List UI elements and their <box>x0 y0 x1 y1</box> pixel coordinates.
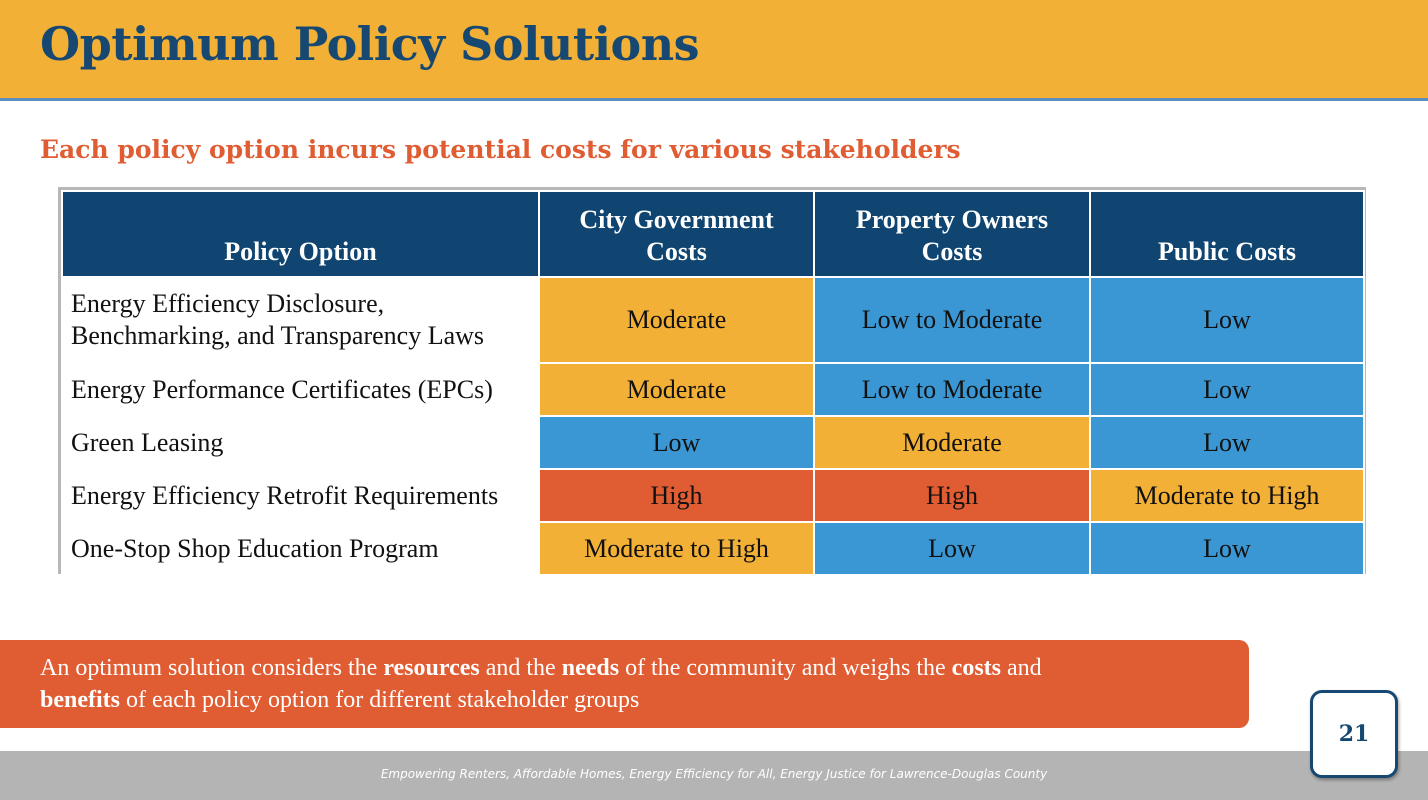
property-owners-cost-cell: Low <box>814 522 1090 575</box>
public-cost-cell: Low <box>1090 363 1364 416</box>
header-public-costs: Public Costs <box>1090 191 1364 277</box>
public-cost-cell: Low <box>1090 522 1364 575</box>
table-row <box>62 469 1364 522</box>
city-government-cost-cell: Moderate <box>539 277 814 363</box>
property-owners-cost-cell: Low to Moderate <box>814 363 1090 416</box>
policy-cell: Energy Efficiency Retrofit Requirements <box>62 469 539 522</box>
title-banner <box>0 0 1428 101</box>
header-property-owners-costs: Property Owners Costs <box>814 191 1090 277</box>
public-cost-cell: Moderate to High <box>1090 469 1364 522</box>
city-government-cost-cell: Moderate to High <box>539 522 814 575</box>
public-cost-cell: Low <box>1090 416 1364 469</box>
property-owners-cost-cell: Moderate <box>814 416 1090 469</box>
public-cost-cell: Low <box>1090 277 1364 363</box>
policy-cell: Energy Efficiency Disclosure, Benchmarking, and Transparency Laws <box>62 277 539 363</box>
city-government-cost-cell: Low <box>539 416 814 469</box>
city-government-cost-cell: High <box>539 469 814 522</box>
policy-cell: Green Leasing <box>62 416 539 469</box>
table-row <box>62 522 1364 575</box>
table-row <box>62 277 1364 363</box>
table-row <box>62 363 1364 416</box>
page-number-badge: 21 <box>1310 690 1398 778</box>
policy-cell: One-Stop Shop Education Program <box>62 522 539 575</box>
slide-subtitle: Each policy option incurs potential costs for various stakeholders <box>40 135 961 164</box>
cost-table <box>61 190 1365 576</box>
table-header-row <box>62 191 1364 277</box>
city-government-cost-cell: Moderate <box>539 363 814 416</box>
property-owners-cost-cell: Low to Moderate <box>814 277 1090 363</box>
key-takeaway-callout: An optimum solution considers the resources and the needs of the community and weighs the costs and benefits of each policy option for different stakeholder groups <box>0 640 1249 728</box>
header-policy-option: Policy Option <box>62 191 539 277</box>
slide-title: Optimum Policy Solutions <box>40 17 700 71</box>
table-row <box>62 416 1364 469</box>
property-owners-cost-cell: High <box>814 469 1090 522</box>
footer-tagline: Empowering Renters, Affordable Homes, Energy Efficiency for All, Energy Justice for Lawrence-Douglas County <box>380 767 1048 781</box>
policy-cell: Energy Performance Certificates (EPCs) <box>62 363 539 416</box>
cost-table-frame <box>58 187 1366 574</box>
header-city-government-costs: City Government Costs <box>539 191 814 277</box>
